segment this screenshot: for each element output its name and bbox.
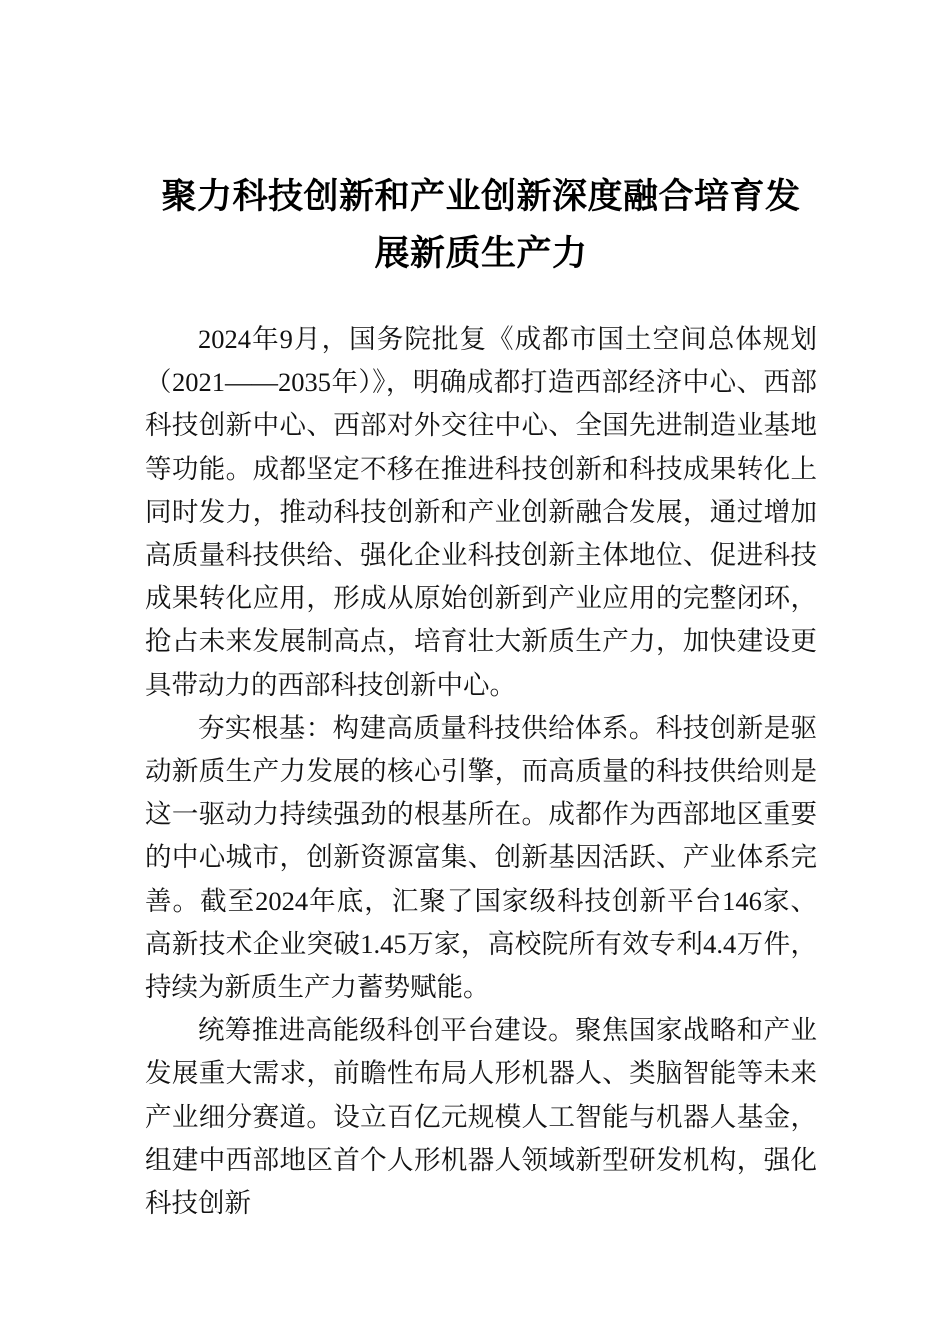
page-title-line-2: 展新质生产力 bbox=[374, 234, 588, 273]
paragraph-1: 2024年9月，国务院批复《成都市国土空间总体规划（2021——2035年）》，明确成都打造西部经济中心、西部科技创新中心、西部对外交往中心、全国先进制造业基地等功能。成都坚定不移在推进科技创新和科技成果转化上同时发力，推动科技创新和产业创新融合发展，通过增加高质量科技供给、强化企业科技创新主体地位、促进科技成果转化应用，形成从原始创新到产业应用的完整闭环，抢占未来发展制高点，培育壮大新质生产力，加快建设更具带动力的西部科技创新中心。 bbox=[145, 324, 817, 700]
page-title-line-1: 聚力科技创新和产业创新深度融合培育发 bbox=[161, 177, 801, 216]
paragraph-2: 夯实根基：构建高质量科技供给体系。科技创新是驱动新质生产力发展的核心引擎，而高质量的科技供给则是这一驱动力持续强劲的根基所在。成都作为西部地区重要的中心城市，创新资源富集、创新基因活跃、产业体系完善。截至2024年底，汇聚了国家级科技创新平台146家、高新技术企业突破1.45万家，高校院所有效专利4.4万件，持续为新质生产力蓄势赋能。 bbox=[145, 712, 817, 1003]
page-title bbox=[145, 0, 817, 282]
paragraph-3: 统筹推进高能级科创平台建设。聚焦国家战略和产业发展重大需求，前瞻性布局人形机器人、类脑智能等未来产业细分赛道。设立百亿元规模人工智能与机器人基金，组建中西部地区首个人形机器人领域新型研发机构，强化科技创新 bbox=[145, 1015, 817, 1219]
document-body bbox=[145, 282, 817, 1225]
page-content bbox=[145, 0, 817, 1225]
